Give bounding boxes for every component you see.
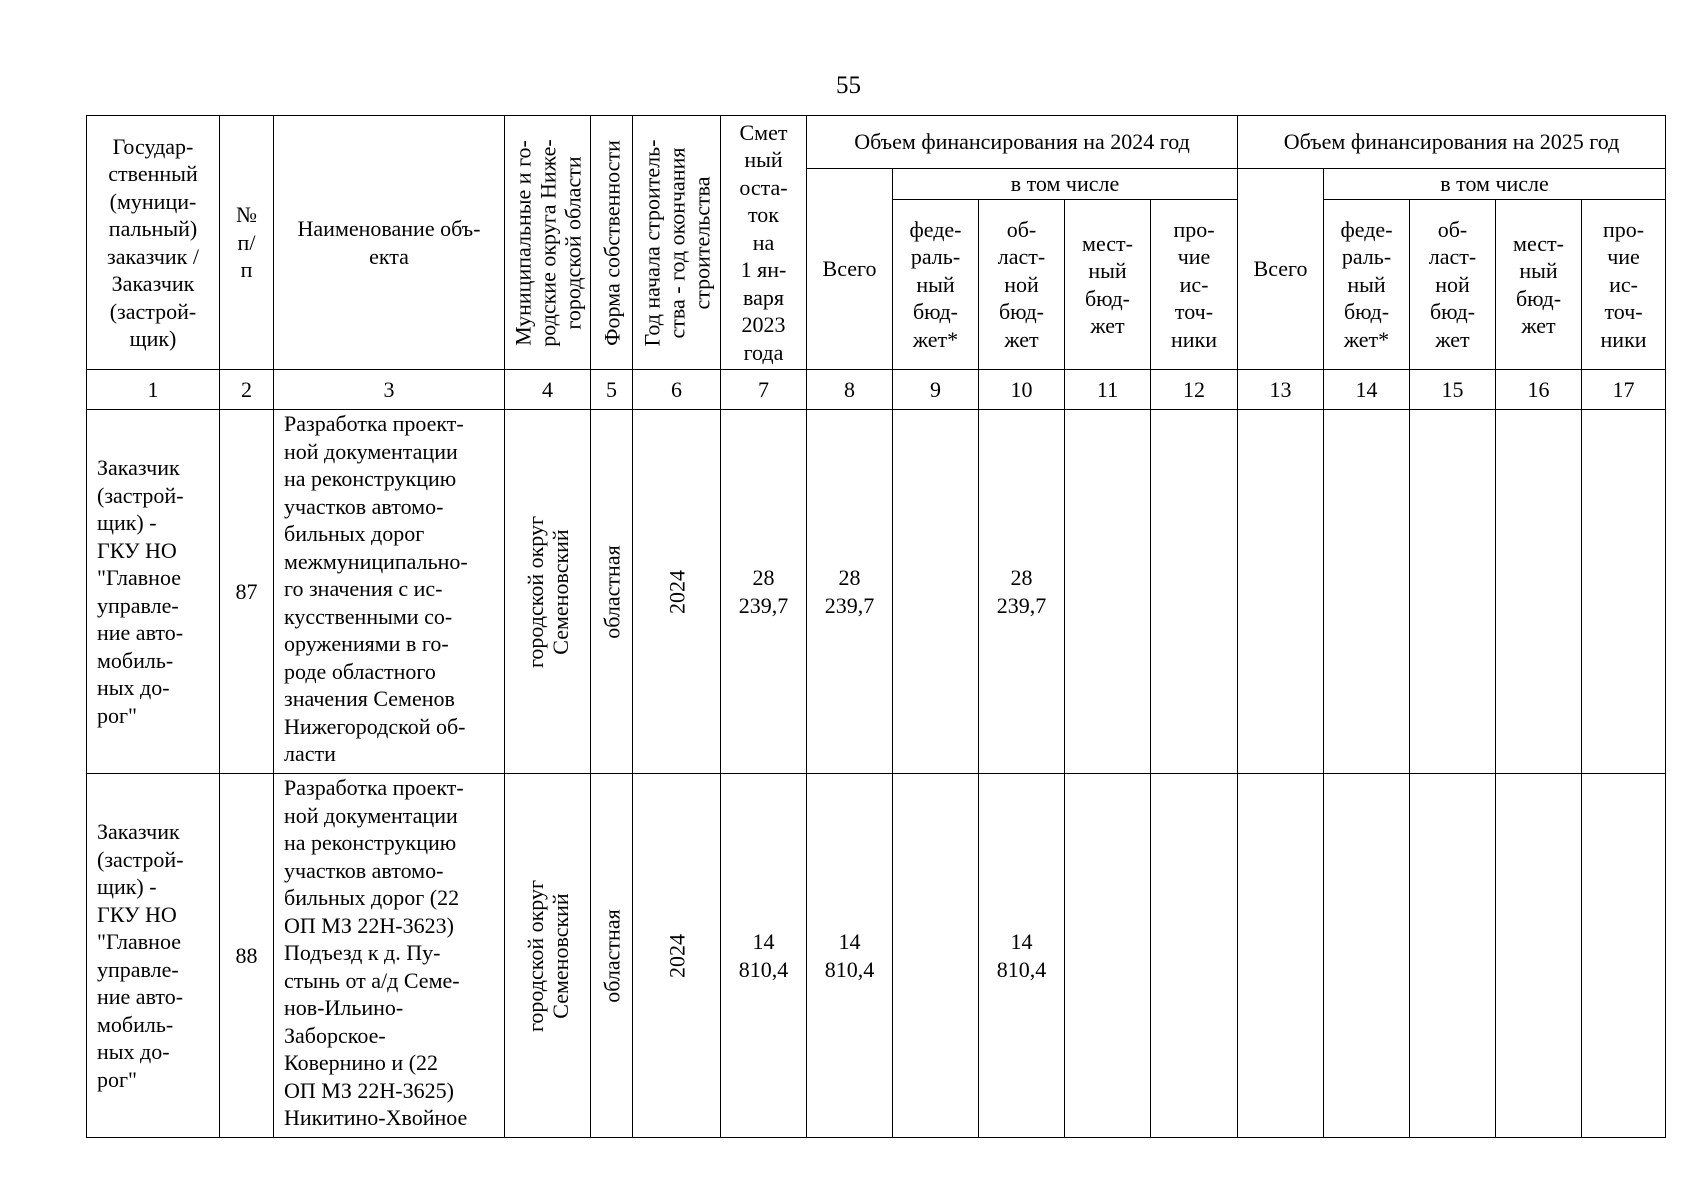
column-number: 14	[1324, 370, 1410, 410]
text-line: рог"	[97, 1066, 138, 1092]
header-regional-2024	[979, 200, 1065, 370]
text-line: 810,4	[824, 956, 875, 982]
text-line: щик) -	[97, 510, 157, 535]
text-line: городской области	[560, 155, 585, 330]
text-line: раль-	[910, 244, 961, 270]
text-line: "Главное	[97, 565, 181, 590]
column-number: 15	[1410, 370, 1496, 410]
text-line: жет	[1090, 313, 1125, 338]
text-line: 1 ян-	[740, 257, 787, 283]
text-line: городской округ	[522, 879, 548, 1032]
ownership-cell: областная	[591, 774, 633, 1138]
text-line: нов-Ильино-	[284, 995, 404, 1020]
text-line: оста-	[739, 174, 788, 200]
text-line: Смет	[739, 119, 788, 145]
funding-table	[86, 115, 1666, 1138]
header-customer	[87, 116, 220, 370]
table-row	[87, 410, 1666, 774]
local-2025-cell	[1496, 774, 1582, 1138]
text-line: (застрой-	[97, 482, 184, 508]
text-line: ток	[747, 202, 779, 228]
text-line: щик) -	[97, 874, 157, 899]
text-line: 810,4	[738, 956, 789, 982]
text-line: жет	[1521, 313, 1556, 338]
text-line: ники	[1600, 326, 1647, 352]
header-federal-2025	[1324, 200, 1410, 370]
column-number: 12	[1151, 370, 1238, 410]
text-line: на реконструкцию	[284, 466, 457, 491]
text-line: межмуниципально-	[284, 548, 468, 574]
header-object-name	[274, 116, 505, 370]
text-line: бюд-	[1429, 299, 1476, 325]
text-line: ной	[1004, 271, 1039, 297]
text-line: Заборское-	[284, 1022, 386, 1048]
text-line: Форма собственности	[599, 139, 624, 346]
text-line: ный	[1088, 258, 1127, 283]
text-line: городской округ	[522, 515, 548, 668]
text-line: Подъезд к д. Пу-	[284, 940, 441, 965]
column-number: 3	[274, 370, 505, 410]
text-line: строительства	[689, 175, 714, 310]
text-line: раль-	[1341, 244, 1392, 270]
total-2025-cell	[1238, 410, 1324, 774]
text-line: бильных дорог	[284, 521, 425, 546]
text-line: Ковернино и (22	[284, 1050, 439, 1075]
text-line: Год начала строитель-	[639, 139, 664, 346]
total-2024-cell	[807, 410, 893, 774]
column-number: 16	[1496, 370, 1582, 410]
other-2024-cell	[1151, 410, 1238, 774]
year-cell: 2024	[633, 410, 721, 774]
text-line: бюд-	[1515, 285, 1562, 311]
row-number-cell: 87	[220, 410, 274, 774]
text-line: управле-	[97, 956, 179, 982]
regional-2024-cell	[979, 774, 1065, 1138]
text-line: пальный)	[108, 216, 198, 241]
text-line: ние авто-	[97, 620, 184, 645]
row-number-cell: 88	[220, 774, 274, 1138]
text-line: го значения с ис-	[284, 576, 443, 601]
text-line: ГКУ НО	[97, 901, 177, 927]
text-line: (муници-	[109, 188, 197, 214]
header-funding-2024: Объем финансирования на 2024 год	[807, 116, 1238, 169]
text-line: (застрой-	[109, 298, 197, 324]
header-federal-2024	[893, 200, 979, 370]
object-name-cell	[274, 774, 505, 1138]
header-other-2024	[1151, 200, 1238, 370]
other-2024-cell	[1151, 774, 1238, 1138]
customer-cell	[87, 410, 220, 774]
text-line: ной документации	[284, 802, 458, 828]
header-balance	[721, 116, 807, 370]
text-line: 239,7	[738, 592, 789, 618]
table-row	[87, 774, 1666, 1138]
text-line: об-	[1006, 216, 1037, 242]
header-row-1	[87, 116, 1666, 169]
year-cell: 2024	[633, 774, 721, 1138]
column-number: 5	[591, 370, 633, 410]
text-line: ГКУ НО	[97, 537, 177, 563]
ownership-cell: областная	[591, 410, 633, 774]
text-line: рог"	[97, 702, 138, 728]
federal-2025-cell	[1324, 410, 1410, 774]
text-line: на	[752, 229, 775, 255]
text-line: Заказчик	[97, 455, 180, 480]
local-2025-cell	[1496, 410, 1582, 774]
column-number: 6	[633, 370, 721, 410]
text-line: Разработка проект-	[284, 775, 464, 800]
text-line: ства - год окончания	[664, 147, 689, 338]
text-line: Семеновский	[547, 528, 573, 655]
text-line: мест-	[1082, 230, 1133, 256]
text-line: ласти	[284, 741, 336, 766]
text-line: бильных дорог (22	[284, 885, 460, 910]
text-line: роде областного	[284, 658, 436, 684]
text-line: Заказчик	[111, 271, 195, 296]
text-line: п	[240, 257, 253, 283]
text-line: бюд-	[912, 299, 958, 325]
text-line: ной документации	[284, 438, 458, 464]
text-line: бюд-	[1084, 285, 1130, 311]
text-line: 28	[838, 565, 861, 590]
header-other-2025	[1582, 200, 1666, 370]
text-line: года	[743, 339, 784, 365]
total-2024-cell	[807, 774, 893, 1138]
text-line: ники	[1171, 326, 1218, 352]
text-line: стынь от а/д Семе-	[284, 967, 460, 993]
text-line: жет	[1435, 326, 1470, 352]
text-line: заказчик /	[107, 243, 199, 269]
text-line: екта	[369, 243, 409, 269]
other-2025-cell	[1582, 774, 1666, 1138]
text-line: Заказчик	[97, 819, 180, 844]
federal-2024-cell	[893, 410, 979, 774]
local-2024-cell	[1065, 410, 1151, 774]
column-number: 1	[87, 370, 220, 410]
federal-2024-cell	[893, 774, 979, 1138]
text-line: варя	[743, 284, 784, 310]
customer-cell	[87, 774, 220, 1138]
column-number-row	[87, 370, 1666, 410]
text-line: 14	[752, 929, 775, 954]
text-line: оружениями в го-	[284, 631, 449, 656]
header-total-2024: Всего	[807, 169, 893, 370]
text-line: про-	[1602, 216, 1645, 242]
text-line: ОП МЗ 22Н-3623)	[284, 912, 454, 938]
text-line: ОП МЗ 22Н-3625)	[284, 1077, 454, 1103]
text-line: на реконструкцию	[284, 830, 457, 855]
text-line: жет*	[1343, 326, 1390, 352]
balance-cell	[721, 410, 807, 774]
text-line: 14	[838, 929, 861, 954]
text-line: 810,4	[996, 956, 1047, 982]
text-line: управле-	[97, 592, 179, 618]
header-including-2025: в том числе	[1324, 169, 1666, 200]
text-line: ный	[744, 147, 783, 173]
regional-2024-cell	[979, 410, 1065, 774]
text-line: значения Семенов	[284, 686, 455, 711]
text-line: №	[236, 202, 257, 228]
text-line: жет	[1004, 326, 1039, 352]
text-line: (застрой-	[97, 846, 184, 872]
text-line: жет*	[912, 326, 959, 352]
text-line: ласт-	[1428, 244, 1477, 270]
column-number: 8	[807, 370, 893, 410]
text-line: п/	[237, 229, 256, 255]
text-line: Семеновский	[547, 892, 573, 1019]
column-number: 13	[1238, 370, 1324, 410]
column-number: 10	[979, 370, 1065, 410]
column-number: 4	[505, 370, 591, 410]
municipal-cell	[505, 774, 591, 1138]
text-line: ственный	[108, 161, 198, 186]
other-2025-cell	[1582, 410, 1666, 774]
column-number: 7	[721, 370, 807, 410]
text-line: мест-	[1513, 230, 1564, 256]
header-ownership	[591, 116, 633, 370]
municipal-cell	[505, 410, 591, 774]
header-years	[633, 116, 721, 370]
header-number	[220, 116, 274, 370]
text-line: точ-	[1174, 299, 1214, 325]
text-line: кусственными со-	[284, 603, 453, 629]
page-number: 55	[836, 72, 861, 99]
text-line: ние авто-	[97, 984, 184, 1009]
text-line: бюд-	[998, 299, 1044, 325]
text-line: Никитино-Хвойное	[284, 1105, 468, 1130]
text-line: участков автомо-	[284, 493, 444, 519]
text-line: Разработка проект-	[284, 411, 464, 436]
text-line: ной	[1435, 271, 1470, 297]
text-line: 14	[1010, 929, 1033, 954]
text-line: Нижегородской об-	[284, 713, 466, 739]
text-line: бюд-	[1343, 299, 1390, 325]
text-line: чие	[1607, 244, 1640, 270]
text-line: 239,7	[996, 592, 1047, 618]
text-line: мобиль-	[97, 647, 174, 673]
text-line: ласт-	[997, 244, 1046, 270]
header-funding-2025: Объем финансирования на 2025 год	[1238, 116, 1666, 169]
object-name-cell	[274, 410, 505, 774]
header-regional-2025	[1410, 200, 1496, 370]
text-line: родские округа Ниже-	[535, 138, 560, 347]
text-line: Муниципальные и го-	[510, 139, 535, 346]
header-local-2025	[1496, 200, 1582, 370]
text-line: 239,7	[824, 592, 875, 618]
text-line: 28	[752, 565, 775, 590]
text-line: феде-	[909, 216, 962, 242]
regional-2025-cell	[1410, 410, 1496, 774]
text-line: ный	[1519, 258, 1558, 283]
column-number: 2	[220, 370, 274, 410]
column-number: 9	[893, 370, 979, 410]
header-total-2025: Всего	[1238, 169, 1324, 370]
text-line: ных до-	[97, 675, 170, 700]
federal-2025-cell	[1324, 774, 1410, 1138]
header-local-2024	[1065, 200, 1151, 370]
text-line: ис-	[1179, 271, 1209, 297]
text-line: мобиль-	[97, 1011, 174, 1037]
text-line: точ-	[1604, 299, 1643, 325]
text-line: ный	[1347, 271, 1386, 297]
text-line: ных до-	[97, 1039, 170, 1064]
text-line: ис-	[1609, 271, 1638, 297]
text-line: 2023	[741, 312, 786, 338]
text-line: участков автомо-	[284, 857, 444, 883]
text-line: щик)	[129, 326, 177, 351]
text-line: "Главное	[97, 929, 181, 954]
local-2024-cell	[1065, 774, 1151, 1138]
text-line: Наименование объ-	[297, 216, 481, 241]
text-line: ный	[916, 271, 955, 297]
column-number: 17	[1582, 370, 1666, 410]
balance-cell	[721, 774, 807, 1138]
text-line: об-	[1437, 216, 1468, 242]
regional-2025-cell	[1410, 774, 1496, 1138]
text-line: феде-	[1340, 216, 1393, 242]
column-number: 11	[1065, 370, 1151, 410]
header-including-2024: в том числе	[893, 169, 1238, 200]
text-line: 28	[1010, 565, 1033, 590]
text-line: чие	[1177, 244, 1211, 270]
total-2025-cell	[1238, 774, 1324, 1138]
text-line: Государ-	[112, 133, 194, 159]
header-municipal	[505, 116, 591, 370]
text-line: про-	[1173, 216, 1215, 242]
